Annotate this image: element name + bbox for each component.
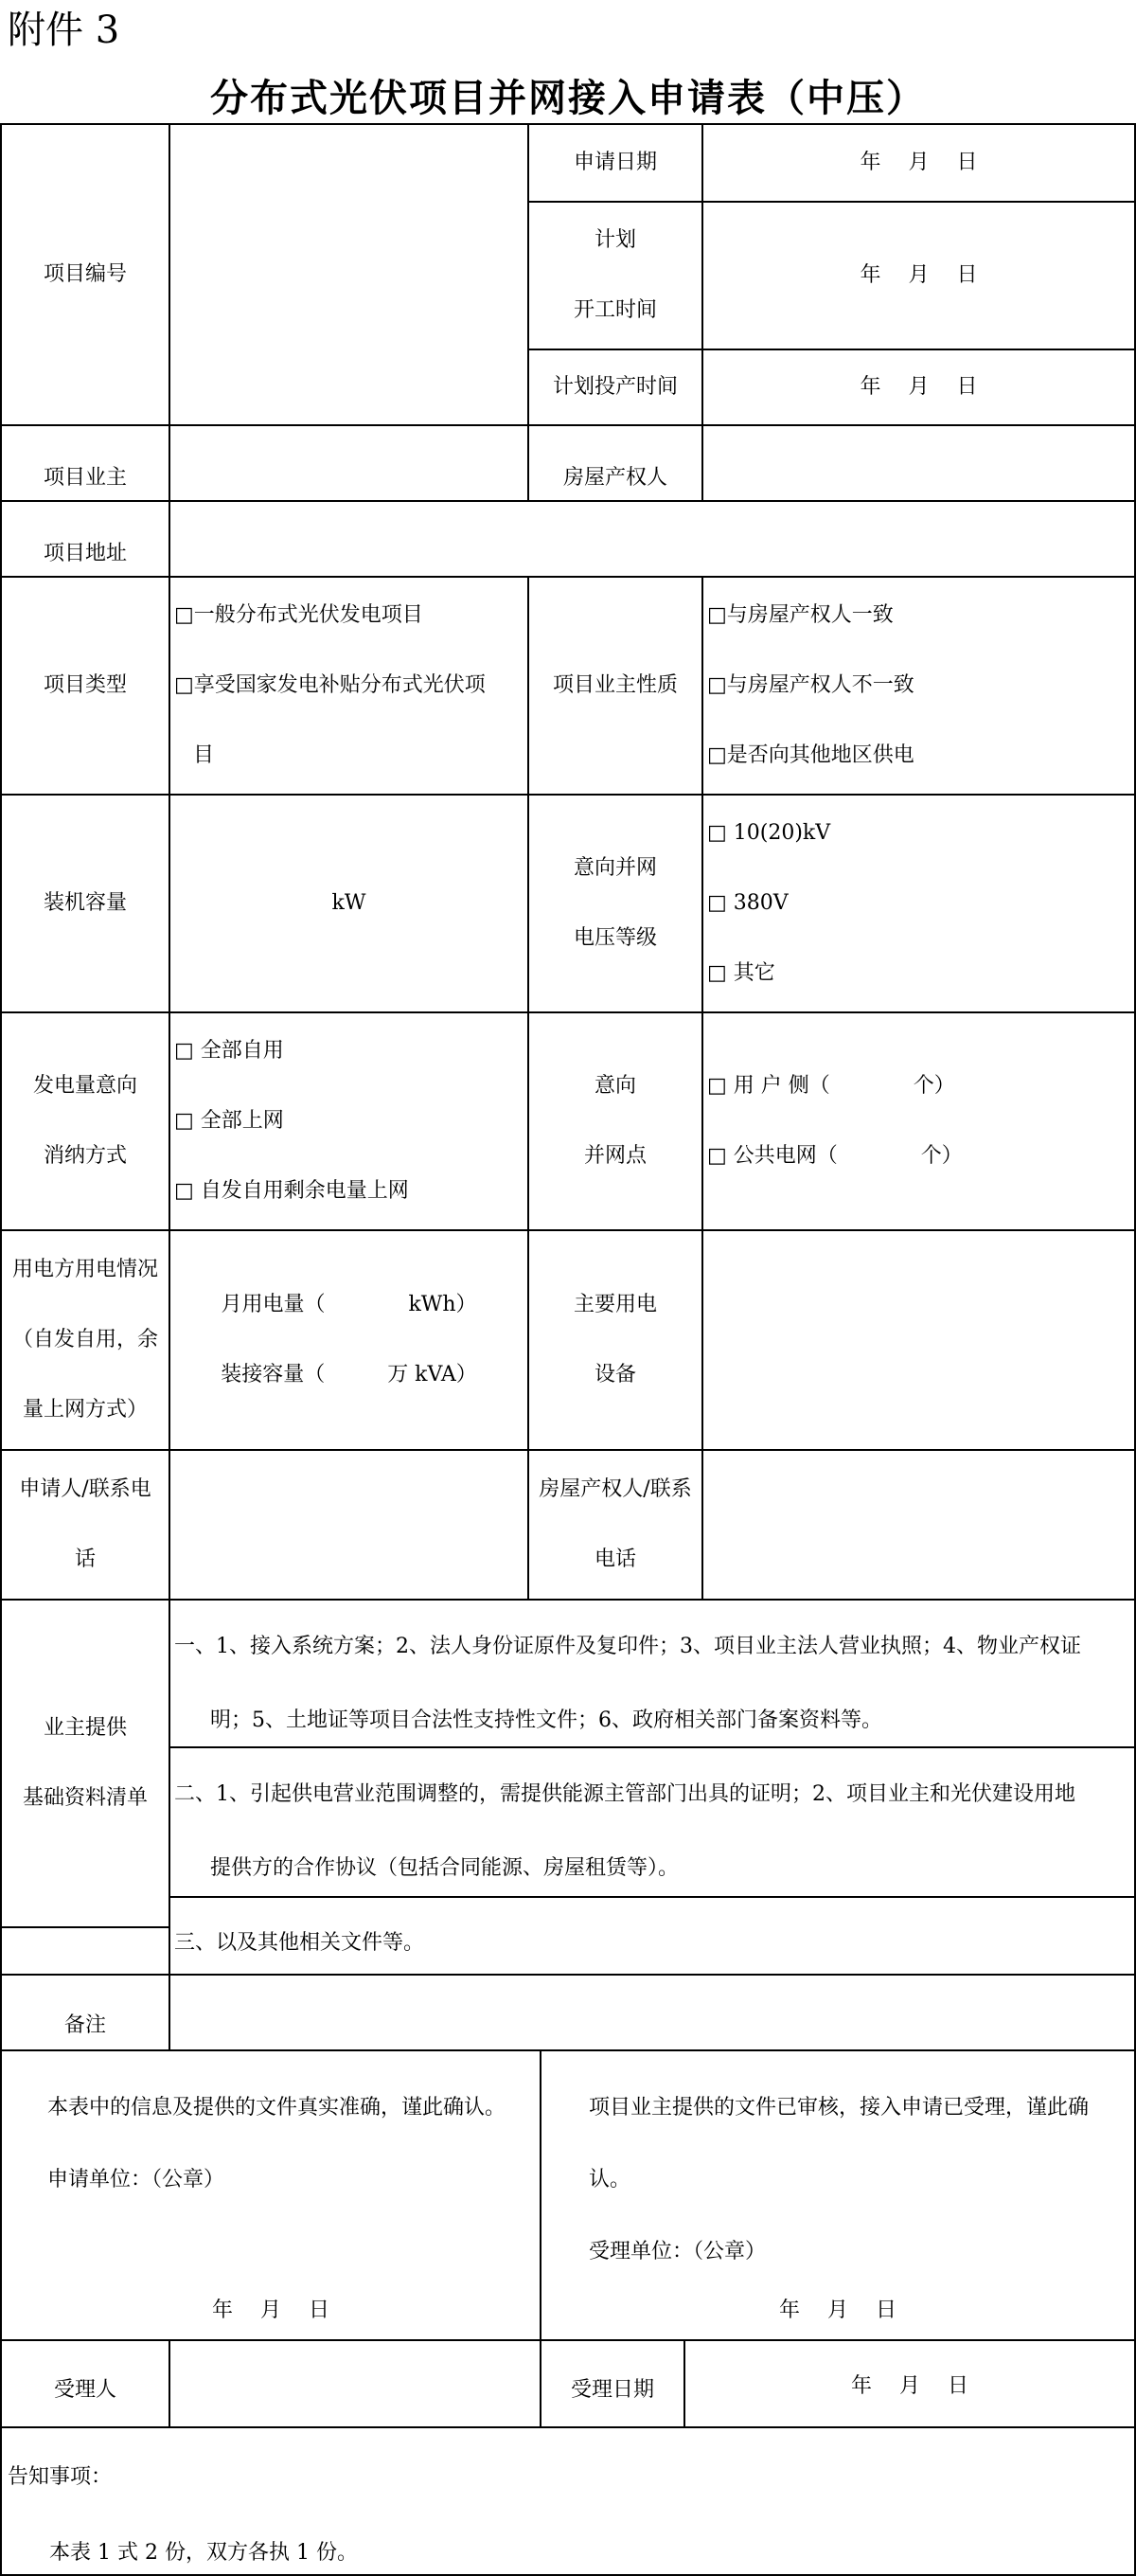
label-acceptance-date: 受理日期 (540, 2339, 685, 2428)
field-installed-kva[interactable]: 装接容量（ 万 kVA） (221, 1363, 477, 1386)
materials-item-2: 二、1、引起供电营业范围调整的，需提供能源主管部门出具的证明；2、项目业主和光伏建设用地 提供方的合作协议（包括合同能源、房屋租赁等）。 (169, 1746, 1136, 1898)
form-title: 分布式光伏项目并网接入申请表（中压） (210, 76, 926, 120)
label-apply-date: 申请日期 (527, 123, 703, 203)
usage-fields (169, 1229, 529, 1451)
notice-text: 本表 1 式 2 份，双方各执 1 份。 (49, 2541, 358, 2565)
label-handler: 受理人 (0, 2339, 170, 2428)
checkbox-public-grid[interactable]: □ 公共电网（ 个） (707, 1144, 963, 1168)
label-main-equipment: 主要用电 设备 (527, 1229, 703, 1451)
acceptance-declaration (540, 2049, 1136, 2341)
field-plan-operation[interactable]: 年 月 日 (701, 349, 1136, 426)
checkbox-general-pv[interactable]: □一般分布式光伏发电项目 (174, 603, 423, 627)
applicant-date[interactable]: 年 月 日 (212, 2299, 329, 2322)
field-project-owner[interactable] (169, 424, 529, 502)
materials-item-3: 三、以及其他相关文件等。 (169, 1896, 1136, 1976)
label-remarks: 备注 (0, 1974, 170, 2051)
checkbox-supply-other-region[interactable]: □是否向其他地区供电 (707, 743, 914, 767)
label-owner-nature: 项目业主性质 (527, 576, 703, 796)
consumption-options (169, 1011, 529, 1231)
field-handler[interactable] (169, 2339, 541, 2428)
field-apply-date[interactable]: 年 月 日 (701, 123, 1136, 203)
project-type-options: □一般分布式光伏发电项目 □享受国家发电补贴分布式光伏项 目 (169, 576, 529, 796)
label-project-owner: 项目业主 (0, 424, 170, 502)
checkbox-voltage-380v[interactable]: □ 380V (707, 891, 789, 915)
field-acceptance-date[interactable]: 年 月 日 (683, 2339, 1136, 2428)
attachment-label: 附件 3 (8, 9, 120, 52)
grid-point-options (701, 1011, 1136, 1231)
field-monthly-consumption[interactable]: 月用电量（ kWh） (221, 1293, 477, 1316)
label-project-address: 项目地址 (0, 500, 170, 578)
label-grid-point: 意向 并网点 (527, 1011, 703, 1231)
label-plan-start: 计划 开工时间 (527, 201, 703, 350)
owner-nature-options (701, 576, 1136, 796)
voltage-options (701, 794, 1136, 1013)
checkbox-voltage-10kv[interactable]: □ 10(20)kV (707, 821, 831, 845)
field-project-address[interactable] (169, 500, 1136, 578)
checkbox-self-use-surplus-grid[interactable]: □ 自发自用剩余电量上网 (174, 1179, 409, 1203)
label-basic-materials: 业主提供 基础资料清单 (0, 1599, 170, 1928)
field-remarks[interactable] (169, 1974, 1136, 2051)
acceptance-date[interactable]: 年 月 日 (779, 2299, 896, 2322)
field-property-owner[interactable] (701, 424, 1136, 502)
label-property-owner-phone: 房屋产权人/联系 电话 (527, 1449, 703, 1601)
applicant-unit-seal: 申请单位：（公章） (47, 2168, 225, 2191)
checkbox-subsidy-pv[interactable]: □享受国家发电补贴分布式光伏项 (174, 673, 486, 697)
checkbox-all-self-use[interactable]: □ 全部自用 (174, 1039, 284, 1063)
label-consumption-mode: 发电量意向 消纳方式 (0, 1011, 170, 1231)
label-power-usage: 用电方用电情况 （自发自用，余 量上网方式） (0, 1229, 170, 1451)
checkbox-user-side[interactable]: □ 用 户 侧（ 个） (707, 1074, 955, 1098)
field-plan-start[interactable]: 年 月 日 (701, 201, 1136, 350)
notice-section (0, 2426, 1136, 2576)
field-main-equipment[interactable] (701, 1229, 1136, 1451)
notice-title: 告知事项： (8, 2465, 113, 2489)
field-installed-capacity[interactable]: kW (169, 794, 529, 1013)
label-installed-capacity: 装机容量 (0, 794, 170, 1013)
field-property-owner-phone[interactable] (701, 1449, 1136, 1601)
applicant-declaration (0, 2049, 541, 2341)
checkbox-all-grid[interactable]: □ 全部上网 (174, 1109, 284, 1133)
checkbox-different-from-property-owner[interactable]: □与房屋产权人不一致 (707, 673, 914, 697)
applicant-statement: 本表中的信息及提供的文件真实准确，谨此确认。 (47, 2096, 506, 2120)
field-applicant-phone[interactable] (169, 1449, 529, 1601)
label-property-owner: 房屋产权人 (527, 424, 703, 502)
acceptance-unit-seal: 受理单位：（公章） (589, 2240, 767, 2263)
label-project-number: 项目编号 (0, 123, 170, 426)
materials-item-1: 一、1、接入系统方案；2、法人身份证原件及复印件；3、项目业主法人营业执照；4、物业产权证 明；5、土地证等项目合法性支持性文件；6、政府相关部门备案资料等。 (169, 1599, 1136, 1748)
label-voltage-level: 意向并网 电压等级 (527, 794, 703, 1013)
label-project-type: 项目类型 (0, 576, 170, 796)
label-plan-operation: 计划投产时间 (527, 349, 703, 426)
field-project-number[interactable] (169, 123, 529, 426)
checkbox-voltage-other[interactable]: □ 其它 (707, 961, 775, 985)
label-applicant-phone: 申请人/联系电 话 (0, 1449, 170, 1601)
checkbox-same-as-property-owner[interactable]: □与房屋产权人一致 (707, 603, 894, 627)
acceptance-statement: 项目业主提供的文件已审核，接入申请已受理，谨此确认。 (589, 2096, 1090, 2191)
